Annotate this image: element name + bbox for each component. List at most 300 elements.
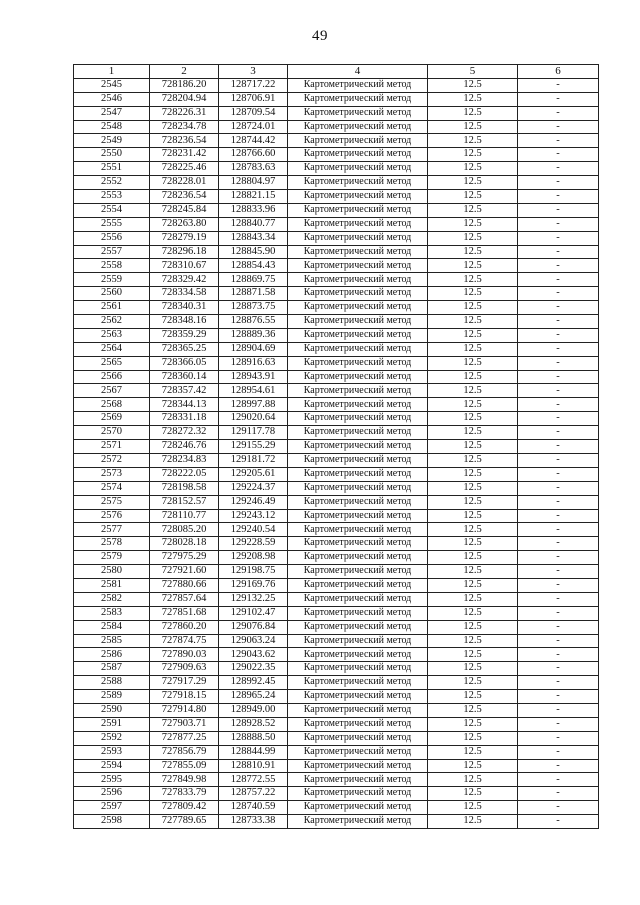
accuracy-cell: 12.5 — [428, 787, 518, 801]
table-row — [74, 287, 599, 301]
method-cell: Картометрический метод — [288, 412, 428, 426]
point-number-cell: 2553 — [74, 190, 150, 204]
note-cell: - — [518, 384, 599, 398]
accuracy-cell: 12.5 — [428, 731, 518, 745]
method-cell: Картометрический метод — [288, 356, 428, 370]
y-coordinate-cell: 129205.61 — [219, 467, 288, 481]
x-coordinate-cell: 728110.77 — [150, 509, 219, 523]
x-coordinate-cell: 728329.42 — [150, 273, 219, 287]
x-coordinate-cell: 727880.66 — [150, 578, 219, 592]
x-coordinate-cell: 728359.29 — [150, 328, 219, 342]
point-number-cell: 2593 — [74, 745, 150, 759]
table-row — [74, 537, 599, 551]
accuracy-cell: 12.5 — [428, 620, 518, 634]
table-row — [74, 676, 599, 690]
point-number-cell: 2562 — [74, 315, 150, 329]
table-row — [74, 148, 599, 162]
x-coordinate-cell: 728236.54 — [150, 134, 219, 148]
x-coordinate-cell: 728152.57 — [150, 495, 219, 509]
method-cell: Картометрический метод — [288, 551, 428, 565]
x-coordinate-cell: 728234.83 — [150, 453, 219, 467]
table-row — [74, 384, 599, 398]
point-number-cell: 2546 — [74, 92, 150, 106]
note-cell: - — [518, 801, 599, 815]
table-row — [74, 634, 599, 648]
method-cell: Картометрический метод — [288, 759, 428, 773]
point-number-cell: 2592 — [74, 731, 150, 745]
method-cell: Картометрический метод — [288, 676, 428, 690]
accuracy-cell: 12.5 — [428, 384, 518, 398]
x-coordinate-cell: 728344.13 — [150, 398, 219, 412]
note-cell: - — [518, 495, 599, 509]
accuracy-cell: 12.5 — [428, 134, 518, 148]
table-row — [74, 190, 599, 204]
note-cell: - — [518, 787, 599, 801]
accuracy-cell: 12.5 — [428, 162, 518, 176]
x-coordinate-cell: 728236.54 — [150, 190, 219, 204]
table-row — [74, 495, 599, 509]
method-cell: Картометрический метод — [288, 523, 428, 537]
y-coordinate-cell: 128845.90 — [219, 245, 288, 259]
x-coordinate-cell: 728334.58 — [150, 287, 219, 301]
accuracy-cell: 12.5 — [428, 662, 518, 676]
table-row — [74, 787, 599, 801]
method-cell: Картометрический метод — [288, 453, 428, 467]
point-number-cell: 2577 — [74, 523, 150, 537]
x-coordinate-cell: 727903.71 — [150, 717, 219, 731]
note-cell: - — [518, 301, 599, 315]
x-coordinate-cell: 728245.84 — [150, 203, 219, 217]
x-coordinate-cell: 727855.09 — [150, 759, 219, 773]
method-cell: Картометрический метод — [288, 78, 428, 92]
table-row — [74, 773, 599, 787]
accuracy-cell: 12.5 — [428, 676, 518, 690]
accuracy-cell: 12.5 — [428, 203, 518, 217]
method-cell: Картометрический метод — [288, 537, 428, 551]
accuracy-cell: 12.5 — [428, 328, 518, 342]
point-number-cell: 2596 — [74, 787, 150, 801]
y-coordinate-cell: 128854.43 — [219, 259, 288, 273]
method-cell: Картометрический метод — [288, 565, 428, 579]
point-number-cell: 2556 — [74, 231, 150, 245]
method-cell: Картометрический метод — [288, 370, 428, 384]
x-coordinate-cell: 728340.31 — [150, 301, 219, 315]
table-row — [74, 259, 599, 273]
accuracy-cell: 12.5 — [428, 190, 518, 204]
accuracy-cell: 12.5 — [428, 523, 518, 537]
y-coordinate-cell: 128804.97 — [219, 176, 288, 190]
method-cell: Картометрический метод — [288, 245, 428, 259]
x-coordinate-cell: 728198.58 — [150, 481, 219, 495]
accuracy-cell: 12.5 — [428, 759, 518, 773]
note-cell: - — [518, 773, 599, 787]
table-row — [74, 120, 599, 134]
method-cell: Картометрический метод — [288, 148, 428, 162]
table-row — [74, 565, 599, 579]
point-number-cell: 2564 — [74, 342, 150, 356]
y-coordinate-cell: 128844.99 — [219, 745, 288, 759]
note-cell: - — [518, 551, 599, 565]
method-cell: Картометрический метод — [288, 384, 428, 398]
column-header: 3 — [219, 65, 288, 79]
x-coordinate-cell: 728085.20 — [150, 523, 219, 537]
point-number-cell: 2561 — [74, 301, 150, 315]
point-number-cell: 2547 — [74, 106, 150, 120]
method-cell: Картометрический метод — [288, 176, 428, 190]
accuracy-cell: 12.5 — [428, 315, 518, 329]
x-coordinate-cell: 727917.29 — [150, 676, 219, 690]
method-cell: Картометрический метод — [288, 648, 428, 662]
point-number-cell: 2598 — [74, 815, 150, 829]
x-coordinate-cell: 728225.46 — [150, 162, 219, 176]
y-coordinate-cell: 128876.55 — [219, 315, 288, 329]
point-number-cell: 2568 — [74, 398, 150, 412]
note-cell: - — [518, 523, 599, 537]
point-number-cell: 2559 — [74, 273, 150, 287]
y-coordinate-cell: 129102.47 — [219, 606, 288, 620]
point-number-cell: 2548 — [74, 120, 150, 134]
x-coordinate-cell: 728310.67 — [150, 259, 219, 273]
note-cell: - — [518, 565, 599, 579]
point-number-cell: 2552 — [74, 176, 150, 190]
accuracy-cell: 12.5 — [428, 634, 518, 648]
y-coordinate-cell: 128840.77 — [219, 217, 288, 231]
note-cell: - — [518, 203, 599, 217]
x-coordinate-cell: 727860.20 — [150, 620, 219, 634]
table-row — [74, 370, 599, 384]
accuracy-cell: 12.5 — [428, 481, 518, 495]
note-cell: - — [518, 231, 599, 245]
column-header: 6 — [518, 65, 599, 79]
x-coordinate-cell: 728360.14 — [150, 370, 219, 384]
accuracy-cell: 12.5 — [428, 440, 518, 454]
x-coordinate-cell: 728204.94 — [150, 92, 219, 106]
note-cell: - — [518, 412, 599, 426]
table-header-row — [74, 65, 599, 79]
note-cell: - — [518, 356, 599, 370]
accuracy-cell: 12.5 — [428, 648, 518, 662]
table-row — [74, 523, 599, 537]
table-row — [74, 592, 599, 606]
note-cell: - — [518, 731, 599, 745]
method-cell: Картометрический метод — [288, 592, 428, 606]
note-cell: - — [518, 634, 599, 648]
y-coordinate-cell: 128965.24 — [219, 690, 288, 704]
table-row — [74, 426, 599, 440]
method-cell: Картометрический метод — [288, 342, 428, 356]
method-cell: Картометрический метод — [288, 634, 428, 648]
y-coordinate-cell: 128943.91 — [219, 370, 288, 384]
method-cell: Картометрический метод — [288, 787, 428, 801]
table-row — [74, 328, 599, 342]
y-coordinate-cell: 128833.96 — [219, 203, 288, 217]
note-cell: - — [518, 717, 599, 731]
note-cell: - — [518, 78, 599, 92]
y-coordinate-cell: 128757.22 — [219, 787, 288, 801]
accuracy-cell: 12.5 — [428, 703, 518, 717]
note-cell: - — [518, 398, 599, 412]
method-cell: Картометрический метод — [288, 690, 428, 704]
column-header: 5 — [428, 65, 518, 79]
table-row — [74, 398, 599, 412]
column-header: 4 — [288, 65, 428, 79]
accuracy-cell: 12.5 — [428, 690, 518, 704]
y-coordinate-cell: 128717.22 — [219, 78, 288, 92]
method-cell: Картометрический метод — [288, 620, 428, 634]
table-row — [74, 551, 599, 565]
point-number-cell: 2574 — [74, 481, 150, 495]
note-cell: - — [518, 690, 599, 704]
note-cell: - — [518, 745, 599, 759]
note-cell: - — [518, 759, 599, 773]
table-row — [74, 245, 599, 259]
note-cell: - — [518, 315, 599, 329]
table-row — [74, 745, 599, 759]
table-row — [74, 481, 599, 495]
note-cell: - — [518, 481, 599, 495]
accuracy-cell: 12.5 — [428, 217, 518, 231]
accuracy-cell: 12.5 — [428, 537, 518, 551]
note-cell: - — [518, 440, 599, 454]
point-number-cell: 2576 — [74, 509, 150, 523]
table-row — [74, 453, 599, 467]
y-coordinate-cell: 128706.91 — [219, 92, 288, 106]
y-coordinate-cell: 128772.55 — [219, 773, 288, 787]
x-coordinate-cell: 728263.80 — [150, 217, 219, 231]
y-coordinate-cell: 128744.42 — [219, 134, 288, 148]
y-coordinate-cell: 128709.54 — [219, 106, 288, 120]
y-coordinate-cell: 129246.49 — [219, 495, 288, 509]
table-row — [74, 106, 599, 120]
point-number-cell: 2570 — [74, 426, 150, 440]
x-coordinate-cell: 728246.76 — [150, 440, 219, 454]
y-coordinate-cell: 128724.01 — [219, 120, 288, 134]
point-number-cell: 2551 — [74, 162, 150, 176]
x-coordinate-cell: 727833.79 — [150, 787, 219, 801]
point-number-cell: 2554 — [74, 203, 150, 217]
y-coordinate-cell: 128928.52 — [219, 717, 288, 731]
note-cell: - — [518, 453, 599, 467]
method-cell: Картометрический метод — [288, 662, 428, 676]
accuracy-cell: 12.5 — [428, 467, 518, 481]
accuracy-cell: 12.5 — [428, 606, 518, 620]
x-coordinate-cell: 727918.15 — [150, 690, 219, 704]
y-coordinate-cell: 128916.63 — [219, 356, 288, 370]
table-row — [74, 662, 599, 676]
table-row — [74, 801, 599, 815]
y-coordinate-cell: 128810.91 — [219, 759, 288, 773]
column-header: 1 — [74, 65, 150, 79]
y-coordinate-cell: 128733.38 — [219, 815, 288, 829]
y-coordinate-cell: 129198.75 — [219, 565, 288, 579]
method-cell: Картометрический метод — [288, 203, 428, 217]
accuracy-cell: 12.5 — [428, 176, 518, 190]
x-coordinate-cell: 728296.18 — [150, 245, 219, 259]
point-number-cell: 2588 — [74, 676, 150, 690]
accuracy-cell: 12.5 — [428, 815, 518, 829]
y-coordinate-cell: 128904.69 — [219, 342, 288, 356]
table-row — [74, 301, 599, 315]
table-row — [74, 315, 599, 329]
point-number-cell: 2569 — [74, 412, 150, 426]
point-number-cell: 2549 — [74, 134, 150, 148]
table-row — [74, 273, 599, 287]
y-coordinate-cell: 128889.36 — [219, 328, 288, 342]
table-row — [74, 203, 599, 217]
y-coordinate-cell: 128873.75 — [219, 301, 288, 315]
y-coordinate-cell: 129117.78 — [219, 426, 288, 440]
method-cell: Картометрический метод — [288, 217, 428, 231]
point-number-cell: 2578 — [74, 537, 150, 551]
note-cell: - — [518, 703, 599, 717]
point-number-cell: 2550 — [74, 148, 150, 162]
note-cell: - — [518, 467, 599, 481]
y-coordinate-cell: 128869.75 — [219, 273, 288, 287]
accuracy-cell: 12.5 — [428, 551, 518, 565]
accuracy-cell: 12.5 — [428, 495, 518, 509]
point-number-cell: 2572 — [74, 453, 150, 467]
point-number-cell: 2586 — [74, 648, 150, 662]
method-cell: Картометрический метод — [288, 467, 428, 481]
table-row — [74, 648, 599, 662]
y-coordinate-cell: 129240.54 — [219, 523, 288, 537]
x-coordinate-cell: 727914.80 — [150, 703, 219, 717]
method-cell: Картометрический метод — [288, 120, 428, 134]
note-cell: - — [518, 92, 599, 106]
point-number-cell: 2571 — [74, 440, 150, 454]
accuracy-cell: 12.5 — [428, 412, 518, 426]
x-coordinate-cell: 728365.25 — [150, 342, 219, 356]
table-row — [74, 606, 599, 620]
point-number-cell: 2590 — [74, 703, 150, 717]
note-cell: - — [518, 662, 599, 676]
method-cell: Картометрический метод — [288, 259, 428, 273]
table-row — [74, 703, 599, 717]
point-number-cell: 2558 — [74, 259, 150, 273]
y-coordinate-cell: 129169.76 — [219, 578, 288, 592]
note-cell: - — [518, 676, 599, 690]
y-coordinate-cell: 128740.59 — [219, 801, 288, 815]
note-cell: - — [518, 106, 599, 120]
note-cell: - — [518, 620, 599, 634]
x-coordinate-cell: 728228.01 — [150, 176, 219, 190]
note-cell: - — [518, 190, 599, 204]
point-number-cell: 2583 — [74, 606, 150, 620]
method-cell: Картометрический метод — [288, 801, 428, 815]
y-coordinate-cell: 129243.12 — [219, 509, 288, 523]
x-coordinate-cell: 727877.25 — [150, 731, 219, 745]
accuracy-cell: 12.5 — [428, 78, 518, 92]
accuracy-cell: 12.5 — [428, 356, 518, 370]
accuracy-cell: 12.5 — [428, 259, 518, 273]
accuracy-cell: 12.5 — [428, 592, 518, 606]
table-row — [74, 231, 599, 245]
method-cell: Картометрический метод — [288, 92, 428, 106]
table-row — [74, 134, 599, 148]
table-row — [74, 731, 599, 745]
method-cell: Картометрический метод — [288, 162, 428, 176]
y-coordinate-cell: 128888.50 — [219, 731, 288, 745]
note-cell: - — [518, 426, 599, 440]
x-coordinate-cell: 728366.05 — [150, 356, 219, 370]
x-coordinate-cell: 727809.42 — [150, 801, 219, 815]
method-cell: Картометрический метод — [288, 287, 428, 301]
method-cell: Картометрический метод — [288, 703, 428, 717]
table-row — [74, 717, 599, 731]
y-coordinate-cell: 128766.60 — [219, 148, 288, 162]
point-number-cell: 2575 — [74, 495, 150, 509]
note-cell: - — [518, 370, 599, 384]
point-number-cell: 2563 — [74, 328, 150, 342]
accuracy-cell: 12.5 — [428, 273, 518, 287]
note-cell: - — [518, 578, 599, 592]
note-cell: - — [518, 648, 599, 662]
table-row — [74, 815, 599, 829]
y-coordinate-cell: 128783.63 — [219, 162, 288, 176]
method-cell: Картометрический метод — [288, 731, 428, 745]
accuracy-cell: 12.5 — [428, 245, 518, 259]
accuracy-cell: 12.5 — [428, 773, 518, 787]
method-cell: Картометрический метод — [288, 495, 428, 509]
x-coordinate-cell: 727789.65 — [150, 815, 219, 829]
x-coordinate-cell: 727874.75 — [150, 634, 219, 648]
accuracy-cell: 12.5 — [428, 398, 518, 412]
accuracy-cell: 12.5 — [428, 287, 518, 301]
note-cell: - — [518, 120, 599, 134]
accuracy-cell: 12.5 — [428, 801, 518, 815]
note-cell: - — [518, 148, 599, 162]
note-cell: - — [518, 592, 599, 606]
point-number-cell: 2557 — [74, 245, 150, 259]
x-coordinate-cell: 728331.18 — [150, 412, 219, 426]
accuracy-cell: 12.5 — [428, 370, 518, 384]
y-coordinate-cell: 129228.59 — [219, 537, 288, 551]
point-number-cell: 2587 — [74, 662, 150, 676]
x-coordinate-cell: 728272.32 — [150, 426, 219, 440]
point-number-cell: 2579 — [74, 551, 150, 565]
note-cell: - — [518, 134, 599, 148]
method-cell: Картометрический метод — [288, 578, 428, 592]
table-row — [74, 342, 599, 356]
note-cell: - — [518, 815, 599, 829]
method-cell: Картометрический метод — [288, 398, 428, 412]
point-number-cell: 2594 — [74, 759, 150, 773]
accuracy-cell: 12.5 — [428, 565, 518, 579]
note-cell: - — [518, 328, 599, 342]
table-row — [74, 440, 599, 454]
x-coordinate-cell: 728226.31 — [150, 106, 219, 120]
table-row — [74, 412, 599, 426]
note-cell: - — [518, 245, 599, 259]
x-coordinate-cell: 727921.60 — [150, 565, 219, 579]
accuracy-cell: 12.5 — [428, 231, 518, 245]
method-cell: Картометрический метод — [288, 717, 428, 731]
point-number-cell: 2555 — [74, 217, 150, 231]
y-coordinate-cell: 128954.61 — [219, 384, 288, 398]
method-cell: Картометрический метод — [288, 190, 428, 204]
note-cell: - — [518, 259, 599, 273]
y-coordinate-cell: 129076.84 — [219, 620, 288, 634]
method-cell: Картометрический метод — [288, 773, 428, 787]
note-cell: - — [518, 342, 599, 356]
accuracy-cell: 12.5 — [428, 426, 518, 440]
accuracy-cell: 12.5 — [428, 745, 518, 759]
table-row — [74, 356, 599, 370]
point-number-cell: 2566 — [74, 370, 150, 384]
x-coordinate-cell: 727849.98 — [150, 773, 219, 787]
accuracy-cell: 12.5 — [428, 717, 518, 731]
method-cell: Картометрический метод — [288, 509, 428, 523]
